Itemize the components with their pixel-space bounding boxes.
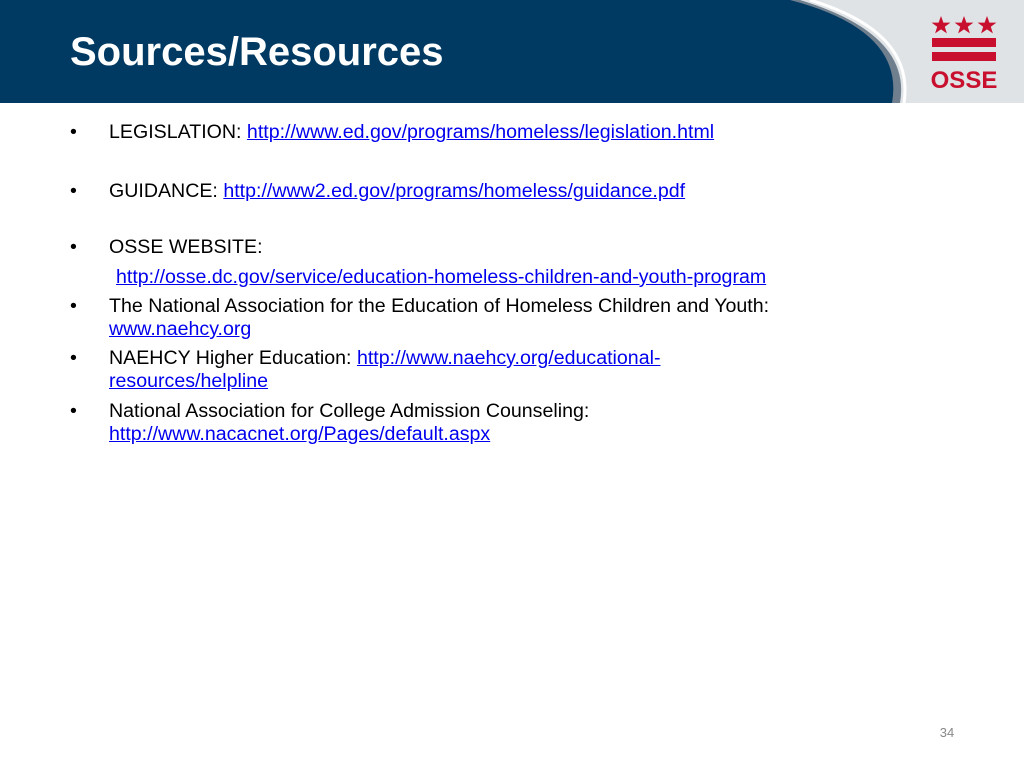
legislation-link[interactable]: http://www.ed.gov/programs/homeless/legislation.html: [246, 121, 715, 143]
bullet-marker: •: [70, 180, 77, 202]
list-item-text: [109, 180, 949, 203]
list-item-text: [109, 295, 949, 341]
naehcy-link[interactable]: www.naehcy.org: [109, 318, 252, 340]
list-item-label: NAEHCY Higher Education:: [109, 347, 357, 369]
list-item-sublink: [116, 266, 766, 289]
logo-text: OSSE: [930, 67, 998, 94]
page-title: Sources/Resources: [70, 30, 444, 74]
list-item-label: LEGISLATION:: [109, 121, 247, 143]
bullet-marker: •: [70, 121, 77, 143]
list-item-label: GUIDANCE:: [109, 180, 224, 202]
list-item-label: OSSE WEBSITE:: [109, 236, 263, 258]
osse-website-link[interactable]: http://osse.dc.gov/service/education-homeless-children-and-youth-program: [116, 266, 767, 288]
bullet-marker: •: [70, 400, 77, 422]
naehcy-higher-ed-link-part1[interactable]: http://www.naehcy.org/educational-: [356, 347, 661, 369]
guidance-link[interactable]: http://www2.ed.gov/programs/homeless/guidance.pdf: [223, 180, 686, 202]
page-number: 34: [939, 725, 955, 740]
list-item-label: The National Association for the Education of Homeless Children and Youth:: [109, 295, 770, 317]
nacac-link[interactable]: http://www.nacacnet.org/Pages/default.aspx: [109, 423, 491, 445]
bullet-marker: •: [70, 236, 77, 258]
list-item-label: National Association for College Admission Counseling:: [109, 400, 590, 422]
bullet-marker: •: [70, 347, 77, 369]
list-item-text: [109, 236, 949, 259]
list-item-text: [109, 400, 949, 446]
naehcy-higher-ed-link-part2[interactable]: resources/helpline: [109, 370, 269, 392]
bullet-marker: •: [70, 295, 77, 317]
list-item-text: [109, 121, 949, 144]
list-item-text: [109, 347, 949, 393]
